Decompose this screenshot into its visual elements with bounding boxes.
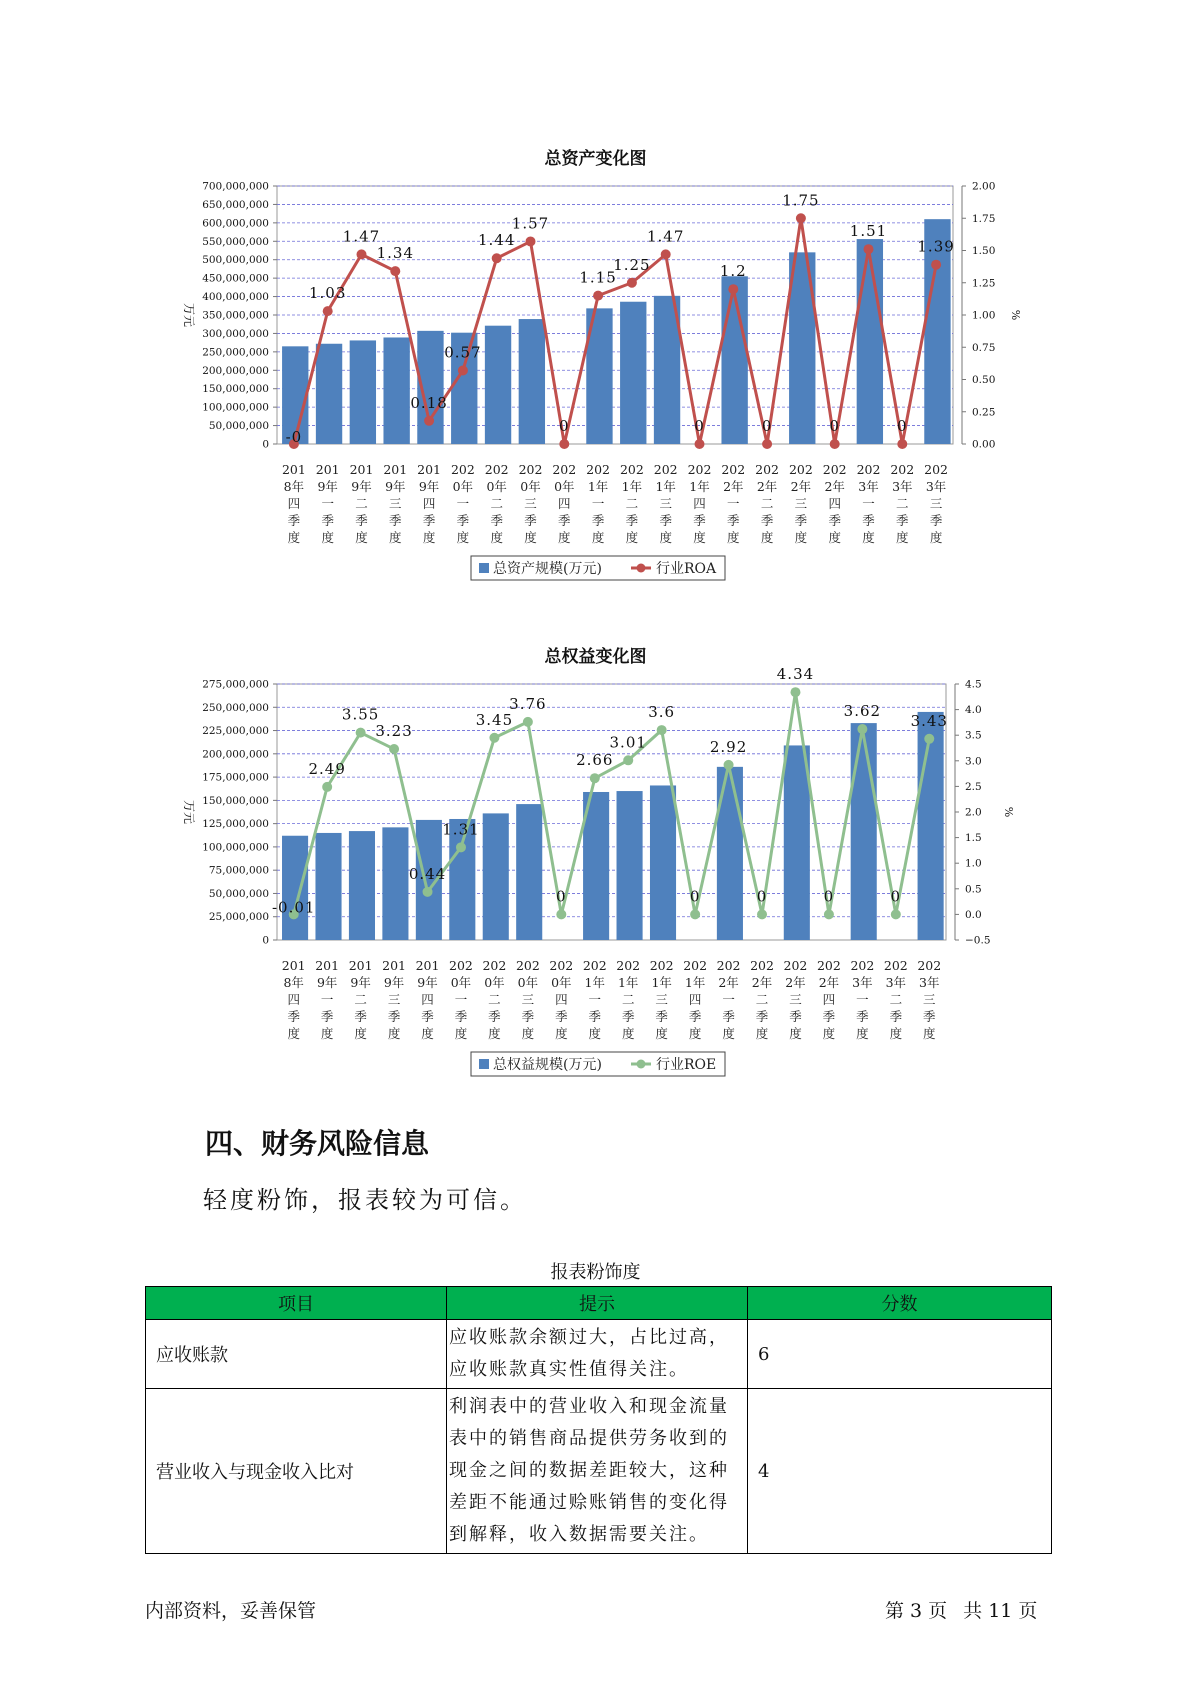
data-label: -0 [285,428,303,446]
left-axis-title: 万元 [182,302,196,328]
category-label: 202 1年三季度 [653,462,678,545]
data-label: 0 [559,417,570,435]
left-tick-label: 500,000,000 [202,254,269,267]
left-tick-label: 25,000,000 [208,911,269,924]
line-point [389,744,399,754]
bar [483,813,509,940]
row-score: 6 [748,1320,1052,1389]
category-label: 201 9年一季度 [315,958,340,1041]
category-label: 202 2年二季度 [755,462,780,545]
category-label: 202 3年一季度 [856,462,881,545]
data-label: 1.31 [442,820,480,839]
right-tick-label: 0.0 [965,908,982,921]
line-point [523,717,533,727]
category-label: 202 3年三季度 [924,462,949,545]
bar [282,836,308,940]
bar [851,723,877,940]
legend-bar-swatch [479,1059,489,1069]
row-item: 营业收入与现金收入比对 [146,1389,447,1554]
data-label: 1.39 [917,237,955,256]
bar [382,827,408,940]
line-point [559,439,569,449]
category-label: 202 0年三季度 [518,462,543,545]
left-axis-title: 万元 [182,799,196,825]
category-label: 201 9年四季度 [415,958,440,1041]
data-label: 0 [556,887,567,906]
right-tick-label: 3.5 [965,729,982,742]
left-tick-label: 0 [262,934,269,947]
left-tick-label: 125,000,000 [202,818,269,831]
line-point [790,687,800,697]
right-tick-label: 3.0 [965,755,982,768]
left-tick-label: 250,000,000 [202,701,269,714]
row-hint: 利润表中的营业收入和现金流量表中的销售商品提供劳务收到的现金之间的数据差距较大，这种差距不能通过赊账销售的变化得到解释，收入数据需要关注。 [447,1389,748,1554]
bar [383,337,409,444]
left-tick-label: 250,000,000 [202,346,269,359]
right-tick-label: 1.0 [965,857,982,870]
line-point [657,725,667,735]
category-label: 202 1年二季度 [616,958,641,1041]
legend-line-marker [637,564,646,573]
category-label: 202 2年四季度 [816,958,841,1041]
row-hint: 应收账款余额过大，占比过高，应收账款真实性值得关注。 [447,1320,748,1389]
line-point [357,249,367,259]
data-label: 0 [890,887,902,906]
line-point [728,284,738,294]
right-tick-label: 0.00 [972,438,996,451]
data-label: 0 [689,887,701,906]
data-label: 0 [897,417,908,435]
data-label: 1.44 [477,231,516,250]
data-label: 2.49 [308,759,346,778]
line-point [724,760,734,770]
data-label: 1.2 [719,262,747,281]
left-tick-label: 275,000,000 [202,678,269,691]
left-tick-label: 150,000,000 [202,794,269,807]
bar [620,302,646,444]
category-label: 202 1年三季度 [649,958,674,1041]
data-label: 3.6 [648,703,676,722]
right-tick-label: 0.50 [972,374,996,386]
line-point [830,439,840,449]
table-row [146,1320,1052,1389]
right-tick-label: 2.00 [972,180,996,193]
line-point [924,734,934,744]
left-tick-label: 200,000,000 [202,364,269,377]
line-point [690,909,700,919]
bar [349,831,375,940]
line-point [695,439,705,449]
left-tick-label: 200,000,000 [202,748,269,761]
legend-bar-label: 总权益规模(万元) [493,1057,602,1073]
left-tick-label: 175,000,000 [202,771,269,784]
category-label: 202 0年四季度 [549,958,574,1041]
category-label: 201 9年三季度 [382,958,407,1041]
line-point [661,249,671,259]
left-tick-label: 600,000,000 [202,217,269,230]
line-point [590,773,600,783]
category-label: 202 2年四季度 [822,462,847,545]
line-point [864,244,874,254]
data-label: -0.01 [271,898,316,917]
right-axis-title: % [1002,806,1015,818]
right-tick-label: 1.5 [965,832,982,845]
line-point [757,909,767,919]
right-tick-label: −0.5 [965,934,991,947]
left-tick-label: 450,000,000 [202,272,269,285]
line-point [492,253,502,263]
bar [315,833,341,940]
category-label: 202 0年四季度 [552,462,577,545]
category-label: 201 9年二季度 [348,958,373,1041]
footer-page-info [885,1596,1043,1623]
page-prefix: 第 [885,1600,905,1622]
category-label: 202 1年一季度 [582,958,607,1041]
right-tick-label: 2.0 [965,806,982,819]
left-tick-label: 550,000,000 [202,235,269,248]
left-tick-label: 75,000,000 [208,864,269,877]
data-label: 0 [761,417,773,435]
category-label: 202 2年三季度 [783,958,808,1041]
line-point [390,266,400,276]
category-label: 202 0年一季度 [449,958,473,1041]
right-tick-label: 4.5 [965,678,982,691]
footer-confidential: 内部资料，妥善保管 [145,1600,317,1622]
right-tick-label: 1.00 [972,309,996,322]
left-tick-label: 150,000,000 [202,383,269,396]
chart2-title: 总权益变化图 [544,647,647,667]
left-tick-label: 300,000,000 [202,327,269,340]
line-point [456,842,466,852]
table-header-row [146,1287,1052,1320]
left-tick-label: 50,000,000 [208,887,269,900]
data-label: 3.45 [475,710,514,729]
category-label: 202 2年一季度 [716,958,741,1041]
category-label: 202 0年二季度 [484,462,509,545]
bar [857,239,883,444]
risk-table [145,1286,1052,1554]
category-label: 202 3年一季度 [850,958,875,1041]
legend-bar-label: 总资产规模(万元) [493,561,602,577]
table-row [146,1389,1052,1554]
data-label: 1.47 [342,227,381,246]
bar [485,326,511,444]
data-label: 0.57 [444,343,482,362]
category-label: 202 3年三季度 [917,958,942,1041]
left-tick-label: 400,000,000 [202,291,269,304]
data-label: 0.18 [410,393,448,412]
bar [519,319,545,444]
data-label: 3.76 [509,694,547,713]
header-hint: 提示 [447,1287,748,1320]
line-point [458,365,468,375]
data-label: 2.92 [709,737,748,756]
data-label: 1.03 [308,284,347,303]
line-point [897,439,907,449]
category-label: 201 8年四季度 [281,958,306,1041]
line-point [556,909,566,919]
legend-line-label: 行业ROA [656,561,717,577]
left-tick-label: 350,000,000 [202,309,269,322]
right-tick-label: 1.50 [972,245,996,257]
left-tick-label: 100,000,000 [202,841,269,854]
data-label: 2.66 [576,751,614,770]
data-label: 3.23 [375,722,413,741]
category-label: 201 9年三季度 [383,462,408,545]
left-tick-label: 225,000,000 [202,725,269,738]
chart1-title: 总资产变化图 [544,149,647,169]
legend-line-label: 行业ROE [656,1057,717,1073]
page-number: 3 [910,1600,923,1622]
line-point [526,236,536,246]
header-score: 分数 [748,1287,1052,1320]
data-label: 0 [829,417,840,435]
category-label: 202 0年一季度 [450,462,475,545]
bar [918,712,944,940]
data-label: 0 [694,417,705,435]
right-axis-title: % [1009,309,1022,321]
data-label: 1.34 [376,244,415,263]
bar [784,745,810,940]
data-label: 0 [823,887,835,906]
data-label: 1.75 [782,191,820,210]
legend-line-marker [637,1060,646,1069]
total-assets-chart [0,170,1191,630]
bar [717,767,743,940]
left-tick-label: 50,000,000 [208,420,269,433]
bar [350,340,376,444]
category-label: 202 2年二季度 [750,958,774,1041]
line-point [627,278,637,288]
right-tick-label: 4.0 [965,704,982,717]
bar [617,791,643,940]
line-point [796,213,806,223]
data-label: 0 [756,887,768,906]
data-label: 3.43 [910,711,948,730]
category-label: 202 1年四季度 [687,462,712,545]
line-point [824,909,834,919]
total-unit: 页 [1018,1600,1038,1622]
table-caption: 报表粉饰度 [550,1262,641,1283]
data-label: 1.47 [646,227,685,246]
category-label: 201 9年二季度 [349,462,374,545]
legend-bar-swatch [479,563,489,573]
category-label: 201 9年四季度 [417,462,442,545]
category-label: 202 1年二季度 [619,462,644,545]
data-label: 1.15 [579,268,617,287]
data-label: 3.62 [843,702,882,721]
bar [316,344,342,444]
data-label: 0.44 [408,864,447,883]
line-point [322,782,332,792]
data-label: 1.51 [849,222,888,241]
line-point [323,306,333,316]
header-item: 项目 [146,1287,447,1320]
left-tick-label: 650,000,000 [202,198,269,211]
right-tick-label: 0.75 [972,341,996,354]
left-tick-label: 100,000,000 [202,401,269,414]
line-point [593,291,603,301]
data-label: 1.25 [613,255,651,274]
category-label: 202 0年二季度 [482,958,507,1041]
category-label: 202 3年二季度 [883,958,908,1041]
line-point [424,416,434,426]
data-label: 4.34 [776,668,815,684]
line-point [891,909,901,919]
section-heading: 四、财务风险信息 [205,1127,430,1160]
bar [650,785,676,940]
line-point [423,887,433,897]
right-tick-label: 0.25 [972,406,996,419]
category-label: 202 2年一季度 [721,462,746,545]
total-prefix: 共 [963,1600,983,1622]
line-point [356,728,366,738]
category-label: 201 9年一季度 [315,462,340,545]
right-tick-label: 1.25 [972,277,996,290]
line-point [762,439,772,449]
row-score: 4 [748,1389,1052,1554]
left-tick-label: 700,000,000 [202,180,269,193]
category-label: 201 8年四季度 [281,462,306,545]
data-label: 3.55 [341,705,380,724]
bar [516,804,542,940]
total-equity-chart [0,668,1191,1128]
right-tick-label: 2.5 [965,780,982,793]
line-point [623,755,633,765]
page-unit: 页 [928,1600,948,1622]
category-label: 202 2年三季度 [788,462,813,545]
data-label: 3.01 [609,733,647,752]
total-pages: 11 [988,1600,1013,1622]
line-point [489,733,499,743]
category-label: 202 3年二季度 [890,462,915,545]
right-tick-label: 0.5 [965,883,982,896]
data-label: 1.57 [511,214,550,233]
row-item: 应收账款 [146,1320,447,1389]
section-text: 轻度粉饰，报表较为可信。 [203,1186,527,1214]
left-tick-label: 0 [262,438,269,451]
right-tick-label: 1.75 [972,212,996,225]
line-point [931,260,941,270]
line-point [857,724,867,734]
category-label: 202 0年三季度 [515,958,540,1041]
category-label: 202 1年一季度 [586,462,611,545]
category-label: 202 1年四季度 [683,958,708,1041]
